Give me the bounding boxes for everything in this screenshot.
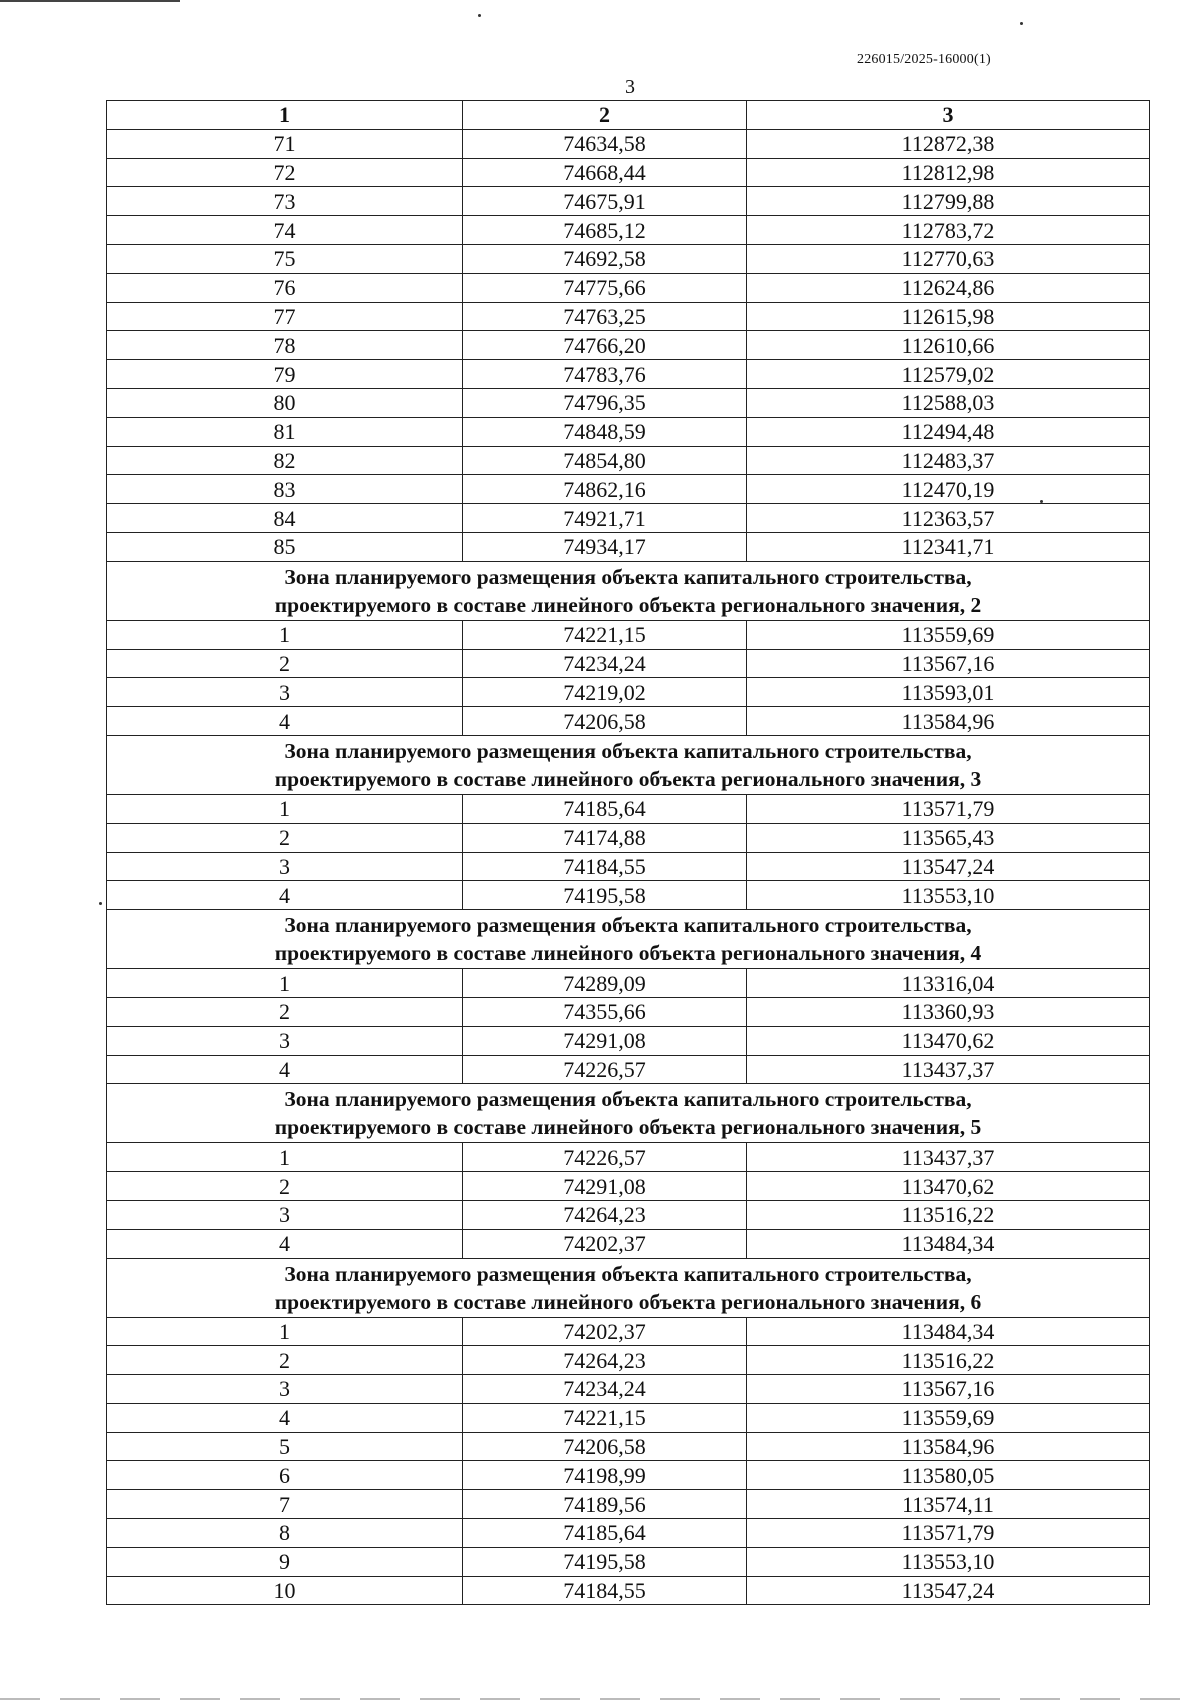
- point-number-cell: 81: [107, 417, 463, 446]
- zone-title-cell: [107, 910, 1150, 969]
- y-coordinate-cell: 112770,63: [747, 244, 1150, 273]
- x-coordinate-cell: 74934,17: [463, 532, 747, 561]
- point-number-cell: 4: [107, 1055, 463, 1084]
- y-coordinate-cell: 112363,57: [747, 504, 1150, 533]
- table-row: [107, 1143, 1150, 1172]
- y-coordinate-cell: 112812,98: [747, 158, 1150, 187]
- x-coordinate-cell: 74685,12: [463, 216, 747, 245]
- table-row: [107, 1576, 1150, 1605]
- x-coordinate-cell: 74185,64: [463, 1519, 747, 1548]
- x-coordinate-cell: 74264,23: [463, 1346, 747, 1375]
- table-row: [107, 388, 1150, 417]
- y-coordinate-cell: 113571,79: [747, 1519, 1150, 1548]
- point-number-cell: 71: [107, 129, 463, 158]
- y-coordinate-cell: 113484,34: [747, 1317, 1150, 1346]
- table-row: [107, 216, 1150, 245]
- table-row: [107, 794, 1150, 823]
- x-coordinate-cell: 74185,64: [463, 794, 747, 823]
- y-coordinate-cell: 112610,66: [747, 331, 1150, 360]
- x-coordinate-cell: 74202,37: [463, 1229, 747, 1258]
- x-coordinate-cell: 74783,76: [463, 360, 747, 389]
- zone-title-row: [107, 561, 1150, 620]
- point-number-cell: 77: [107, 302, 463, 331]
- y-coordinate-cell: 113553,10: [747, 1547, 1150, 1576]
- table-row: [107, 302, 1150, 331]
- table-row: [107, 969, 1150, 998]
- x-coordinate-cell: 74921,71: [463, 504, 747, 533]
- table-row: [107, 1200, 1150, 1229]
- x-coordinate-cell: 74289,09: [463, 969, 747, 998]
- y-coordinate-cell: 112579,02: [747, 360, 1150, 389]
- table-row: [107, 1547, 1150, 1576]
- point-number-cell: 10: [107, 1576, 463, 1605]
- point-number-cell: 3: [107, 852, 463, 881]
- coordinates-table: [106, 100, 1150, 1605]
- y-coordinate-cell: 113559,69: [747, 620, 1150, 649]
- x-coordinate-cell: 74291,08: [463, 1172, 747, 1201]
- zone-title-line: Зона планируемого размещения объекта капитального строительства,: [284, 1087, 972, 1112]
- table-row: [107, 331, 1150, 360]
- x-coordinate-cell: 74226,57: [463, 1055, 747, 1084]
- y-coordinate-cell: 113553,10: [747, 881, 1150, 910]
- x-coordinate-cell: 74184,55: [463, 1576, 747, 1605]
- y-coordinate-cell: 113565,43: [747, 823, 1150, 852]
- y-coordinate-cell: 113571,79: [747, 794, 1150, 823]
- x-coordinate-cell: 74796,35: [463, 388, 747, 417]
- y-coordinate-cell: 112615,98: [747, 302, 1150, 331]
- x-coordinate-cell: 74184,55: [463, 852, 747, 881]
- x-coordinate-cell: 74675,91: [463, 187, 747, 216]
- table-row: [107, 852, 1150, 881]
- zone-title-cell: [107, 1258, 1150, 1317]
- y-coordinate-cell: 113580,05: [747, 1461, 1150, 1490]
- scan-speck: [99, 902, 102, 905]
- table-row: [107, 1026, 1150, 1055]
- x-coordinate-cell: 74668,44: [463, 158, 747, 187]
- table-row: [107, 532, 1150, 561]
- x-coordinate-cell: 74291,08: [463, 1026, 747, 1055]
- x-coordinate-cell: 74198,99: [463, 1461, 747, 1490]
- zone-title-line: Зона планируемого размещения объекта капитального строительства,: [284, 564, 972, 589]
- point-number-cell: 7: [107, 1490, 463, 1519]
- point-number-cell: 84: [107, 504, 463, 533]
- y-coordinate-cell: 113559,69: [747, 1403, 1150, 1432]
- point-number-cell: 74: [107, 216, 463, 245]
- page-number: 3: [625, 76, 635, 98]
- table-row: [107, 997, 1150, 1026]
- table-row: [107, 1519, 1150, 1548]
- x-coordinate-cell: 74854,80: [463, 446, 747, 475]
- table-row: [107, 504, 1150, 533]
- point-number-cell: 2: [107, 823, 463, 852]
- x-coordinate-cell: 74195,58: [463, 1547, 747, 1576]
- x-coordinate-cell: 74692,58: [463, 244, 747, 273]
- zone-title-cell: [107, 735, 1150, 794]
- y-coordinate-cell: 113584,96: [747, 1432, 1150, 1461]
- table-row: [107, 187, 1150, 216]
- x-coordinate-cell: 74202,37: [463, 1317, 747, 1346]
- table-row: [107, 129, 1150, 158]
- y-coordinate-cell: 112483,37: [747, 446, 1150, 475]
- y-coordinate-cell: 112872,38: [747, 129, 1150, 158]
- point-number-cell: 3: [107, 1200, 463, 1229]
- y-coordinate-cell: 113547,24: [747, 1576, 1150, 1605]
- x-coordinate-cell: 74234,24: [463, 649, 747, 678]
- x-coordinate-cell: 74355,66: [463, 997, 747, 1026]
- table-row: [107, 881, 1150, 910]
- table-row: [107, 707, 1150, 736]
- y-coordinate-cell: 113567,16: [747, 649, 1150, 678]
- y-coordinate-cell: 112494,48: [747, 417, 1150, 446]
- y-coordinate-cell: 112470,19: [747, 475, 1150, 504]
- y-coordinate-cell: 113360,93: [747, 997, 1150, 1026]
- zone-title-line: Зона планируемого размещения объекта капитального строительства,: [284, 913, 972, 938]
- point-number-cell: 1: [107, 1143, 463, 1172]
- y-coordinate-cell: 112783,72: [747, 216, 1150, 245]
- y-coordinate-cell: 112799,88: [747, 187, 1150, 216]
- table-body: [107, 129, 1150, 1605]
- point-number-cell: 76: [107, 273, 463, 302]
- y-coordinate-cell: 113484,34: [747, 1229, 1150, 1258]
- point-number-cell: 4: [107, 881, 463, 910]
- point-number-cell: 2: [107, 997, 463, 1026]
- point-number-cell: 3: [107, 1375, 463, 1404]
- table-row: [107, 649, 1150, 678]
- y-coordinate-cell: 113516,22: [747, 1200, 1150, 1229]
- y-coordinate-cell: 112588,03: [747, 388, 1150, 417]
- zone-title-line: проектируемого в составе линейного объекта регионального значения, 2: [274, 592, 982, 617]
- point-number-cell: 82: [107, 446, 463, 475]
- scan-artifact: [0, 0, 180, 2]
- table-row: [107, 620, 1150, 649]
- x-coordinate-cell: 74763,25: [463, 302, 747, 331]
- x-coordinate-cell: 74264,23: [463, 1200, 747, 1229]
- x-coordinate-cell: 74234,24: [463, 1375, 747, 1404]
- point-number-cell: 80: [107, 388, 463, 417]
- column-header: 1: [107, 101, 463, 130]
- x-coordinate-cell: 74195,58: [463, 881, 747, 910]
- point-number-cell: 85: [107, 532, 463, 561]
- y-coordinate-cell: 113574,11: [747, 1490, 1150, 1519]
- zone-title-line: Зона планируемого размещения объекта капитального строительства,: [284, 738, 972, 763]
- table-row: [107, 1375, 1150, 1404]
- document-number: 226015/2025-16000(1): [857, 52, 991, 67]
- x-coordinate-cell: 74219,02: [463, 678, 747, 707]
- point-number-cell: 4: [107, 707, 463, 736]
- x-coordinate-cell: 74848,59: [463, 417, 747, 446]
- x-coordinate-cell: 74221,15: [463, 1403, 747, 1432]
- table-row: [107, 1432, 1150, 1461]
- point-number-cell: 83: [107, 475, 463, 504]
- table-row: [107, 1172, 1150, 1201]
- zone-title-line: проектируемого в составе линейного объекта регионального значения, 3: [274, 766, 982, 791]
- y-coordinate-cell: 113584,96: [747, 707, 1150, 736]
- table-row: [107, 244, 1150, 273]
- point-number-cell: 4: [107, 1403, 463, 1432]
- table-row: [107, 446, 1150, 475]
- table-row: [107, 1346, 1150, 1375]
- y-coordinate-cell: 113437,37: [747, 1055, 1150, 1084]
- table-row: [107, 1055, 1150, 1084]
- point-number-cell: 2: [107, 1346, 463, 1375]
- zone-title-row: [107, 910, 1150, 969]
- zone-title-row: [107, 735, 1150, 794]
- point-number-cell: 4: [107, 1229, 463, 1258]
- point-number-cell: 3: [107, 1026, 463, 1055]
- table-row: [107, 1317, 1150, 1346]
- table-row: [107, 1229, 1150, 1258]
- y-coordinate-cell: 113437,37: [747, 1143, 1150, 1172]
- y-coordinate-cell: 113470,62: [747, 1172, 1150, 1201]
- table-row: [107, 158, 1150, 187]
- y-coordinate-cell: 113516,22: [747, 1346, 1150, 1375]
- x-coordinate-cell: 74206,58: [463, 1432, 747, 1461]
- table-row: [107, 360, 1150, 389]
- point-number-cell: 9: [107, 1547, 463, 1576]
- x-coordinate-cell: 74775,66: [463, 273, 747, 302]
- x-coordinate-cell: 74634,58: [463, 129, 747, 158]
- table-header-row: [107, 101, 1150, 130]
- point-number-cell: 1: [107, 794, 463, 823]
- y-coordinate-cell: 112341,71: [747, 532, 1150, 561]
- y-coordinate-cell: 113547,24: [747, 852, 1150, 881]
- point-number-cell: 1: [107, 1317, 463, 1346]
- x-coordinate-cell: 74226,57: [463, 1143, 747, 1172]
- zone-title-row: [107, 1258, 1150, 1317]
- zone-title-line: проектируемого в составе линейного объекта регионального значения, 6: [274, 1289, 982, 1314]
- table-row: [107, 417, 1150, 446]
- point-number-cell: 8: [107, 1519, 463, 1548]
- table-row: [107, 273, 1150, 302]
- point-number-cell: 79: [107, 360, 463, 389]
- zone-title-cell: [107, 1084, 1150, 1143]
- y-coordinate-cell: 113567,16: [747, 1375, 1150, 1404]
- table-row: [107, 678, 1150, 707]
- zone-title-cell: [107, 561, 1150, 620]
- scan-artifact: [0, 1698, 1200, 1700]
- point-number-cell: 1: [107, 620, 463, 649]
- point-number-cell: 72: [107, 158, 463, 187]
- scan-speck: [1020, 22, 1023, 25]
- table-row: [107, 475, 1150, 504]
- table-row: [107, 1490, 1150, 1519]
- y-coordinate-cell: 113470,62: [747, 1026, 1150, 1055]
- column-header: 3: [747, 101, 1150, 130]
- table-row: [107, 1403, 1150, 1432]
- zone-title-line: Зона планируемого размещения объекта капитального строительства,: [284, 1261, 972, 1286]
- scan-speck: [478, 14, 481, 17]
- point-number-cell: 1: [107, 969, 463, 998]
- table-row: [107, 823, 1150, 852]
- point-number-cell: 2: [107, 1172, 463, 1201]
- x-coordinate-cell: 74221,15: [463, 620, 747, 649]
- point-number-cell: 75: [107, 244, 463, 273]
- y-coordinate-cell: 113316,04: [747, 969, 1150, 998]
- point-number-cell: 73: [107, 187, 463, 216]
- x-coordinate-cell: 74174,88: [463, 823, 747, 852]
- point-number-cell: 2: [107, 649, 463, 678]
- column-header: 2: [463, 101, 747, 130]
- y-coordinate-cell: 113593,01: [747, 678, 1150, 707]
- point-number-cell: 3: [107, 678, 463, 707]
- point-number-cell: 5: [107, 1432, 463, 1461]
- zone-title-row: [107, 1084, 1150, 1143]
- table-row: [107, 1461, 1150, 1490]
- x-coordinate-cell: 74766,20: [463, 331, 747, 360]
- zone-title-line: проектируемого в составе линейного объекта регионального значения, 4: [274, 941, 982, 966]
- x-coordinate-cell: 74206,58: [463, 707, 747, 736]
- point-number-cell: 6: [107, 1461, 463, 1490]
- zone-title-line: проектируемого в составе линейного объекта регионального значения, 5: [274, 1115, 982, 1140]
- x-coordinate-cell: 74189,56: [463, 1490, 747, 1519]
- x-coordinate-cell: 74862,16: [463, 475, 747, 504]
- y-coordinate-cell: 112624,86: [747, 273, 1150, 302]
- point-number-cell: 78: [107, 331, 463, 360]
